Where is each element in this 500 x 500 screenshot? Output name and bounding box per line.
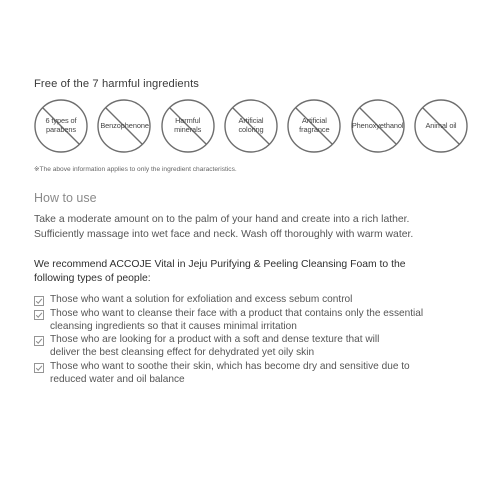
ingredient-icon-artificial-fragrance	[286, 98, 342, 154]
list-item: Those who are looking for a product with a soft and dense texture that will deliver the best cleansing effect for dehydrated yet oily skin	[34, 334, 474, 360]
list-item: Those who want a solution for exfoliation and excess sebum control	[34, 294, 474, 307]
checkbox-checked-icon	[34, 363, 44, 373]
checkbox-checked-icon	[34, 310, 44, 320]
ingredient-icon-animal-oil	[413, 98, 469, 154]
checkbox-checked-icon	[34, 296, 44, 306]
ingredient-label: Phenoxyethanol	[351, 121, 404, 130]
list-item: Those who want to soothe their skin, which has become dry and sensitive due to reduced water and oil balance	[34, 361, 474, 387]
list-item: Those who want to cleanse their face with a product that contains only the essential cleansing ingredients so that it causes minimal irritation	[34, 308, 474, 334]
recommend-heading: We recommend ACCOJE Vital in Jeju Purifying & Peeling Cleansing Foam to the following types of people:	[34, 259, 406, 284]
how-to-use-text: Take a moderate amount on to the palm of your hand and create into a rich lather. Sufficiently massage into wet face and neck. Wash off thoroughly with warm water.	[34, 214, 414, 240]
ingredient-label: Harmful minerals	[174, 116, 202, 134]
ingredient-note: ※The above information applies to only the ingredient characteristics.	[34, 166, 237, 173]
ingredient-label: 6 types of parabens	[45, 116, 77, 134]
ingredient-icon-artificial-coloring	[223, 98, 279, 154]
how-to-use-title: How to use	[34, 191, 97, 205]
free-of-heading: Free of the 7 harmful ingredients	[34, 78, 199, 90]
ingredient-icon-harmful-minerals	[160, 98, 216, 154]
ingredient-label: Artificial coloring	[238, 116, 264, 134]
ingredient-icon-parabens	[33, 98, 89, 154]
recommend-checklist	[34, 294, 474, 388]
checkbox-checked-icon	[34, 336, 44, 346]
ingredient-label: Benzophenone	[100, 121, 149, 130]
ingredient-label: Artificial fragrance	[299, 116, 330, 134]
ingredient-label: Animal oil	[425, 121, 457, 130]
ingredient-icon-phenoxyethanol	[350, 98, 406, 154]
ingredient-icon-benzophenone	[96, 98, 152, 154]
ingredient-icons-row	[33, 98, 469, 158]
